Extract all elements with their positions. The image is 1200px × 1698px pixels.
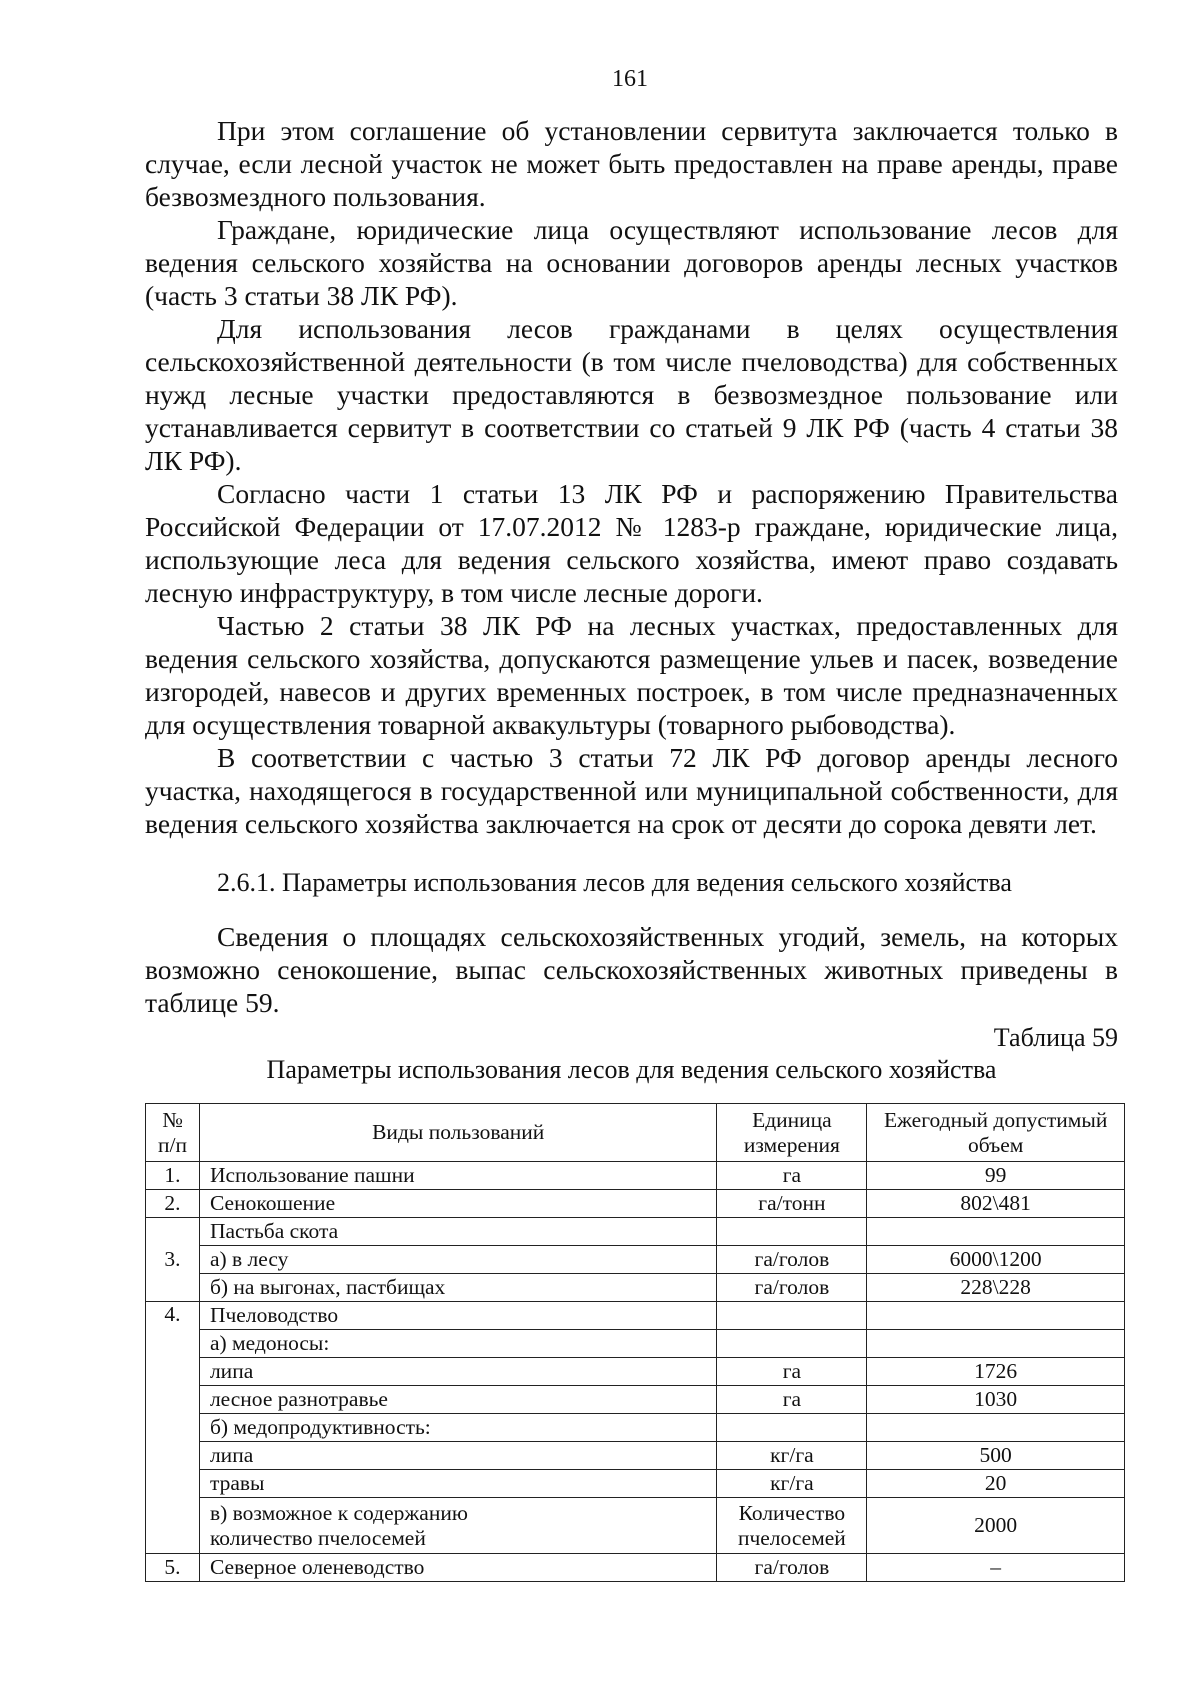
intro-paragraph: Сведения о площадях сельскохозяйственных угодий, земель, на которых возможно сенокошение, выпас сельскохозяйственных животных приведены в таблице 59. [145, 921, 1118, 1018]
row-unit: га [717, 1358, 867, 1386]
row-volume: 2000 [867, 1498, 1125, 1554]
row-volume: 99 [867, 1162, 1125, 1190]
row-num: 3. [146, 1218, 200, 1302]
table-row [146, 1442, 1125, 1470]
row-name: лесное разнотравье [199, 1386, 716, 1414]
row-num: 1. [146, 1162, 200, 1190]
row-name: Северное оленеводство [199, 1554, 716, 1582]
row-unit: кг/га [717, 1470, 867, 1498]
row-name: липа [199, 1358, 716, 1386]
page-number: 161 [612, 66, 648, 92]
row-volume: 500 [867, 1442, 1125, 1470]
header-unit: Единица измерения [717, 1104, 867, 1162]
table-row [146, 1330, 1125, 1358]
row-volume [867, 1218, 1125, 1246]
row-volume: 1726 [867, 1358, 1125, 1386]
row-num: 2. [146, 1190, 200, 1218]
row-volume [867, 1414, 1125, 1442]
table-header-row [146, 1104, 1125, 1162]
row-name: а) медоносы: [199, 1330, 716, 1358]
row-volume: 1030 [867, 1386, 1125, 1414]
row-unit [717, 1218, 867, 1246]
row-unit: га/голов [717, 1274, 867, 1302]
table-row [146, 1246, 1125, 1274]
row-name: в) возможное к содержанию количество пчелосемей [199, 1498, 716, 1554]
table-row [146, 1302, 1125, 1330]
row-name: Пастьба скота [199, 1218, 716, 1246]
table-title: Параметры использования лесов для ведения сельского хозяйства [266, 1055, 997, 1084]
header-type: Виды пользований [199, 1104, 716, 1162]
header-num: № п/п [146, 1104, 200, 1162]
section-heading: 2.6.1. Параметры использования лесов для ведения сельского хозяйства [217, 868, 1012, 897]
row-volume: 6000\1200 [867, 1246, 1125, 1274]
row-num: 5. [146, 1554, 200, 1582]
paragraph: При этом соглашение об установлении сервитута заключается только в случае, если лесной участок не может быть предоставлен на праве аренды, праве безвозмездного пользования. [145, 115, 1118, 212]
row-name: Использование пашни [199, 1162, 716, 1190]
paragraph: Граждане, юридические лица осуществляют использование лесов для ведения сельского хозяйства на основании договоров аренды лесных участков (часть 3 статьи 38 ЛК РФ). [145, 214, 1118, 311]
table-row [146, 1498, 1125, 1554]
table-row [146, 1274, 1125, 1302]
row-unit: га/голов [717, 1246, 867, 1274]
table-label: Таблица 59 [993, 1023, 1118, 1052]
row-unit [717, 1302, 867, 1330]
data-table [145, 1103, 1125, 1582]
row-unit: га/голов [717, 1554, 867, 1582]
row-volume: 20 [867, 1470, 1125, 1498]
row-volume: 802\481 [867, 1190, 1125, 1218]
table-row [146, 1162, 1125, 1190]
table-row [146, 1414, 1125, 1442]
row-unit: га/тонн [717, 1190, 867, 1218]
row-name: Пчеловодство [199, 1302, 716, 1330]
intro-text [145, 920, 1118, 1019]
row-name: а) в лесу [199, 1246, 716, 1274]
row-name: липа [199, 1442, 716, 1470]
table-row [146, 1386, 1125, 1414]
table-row [146, 1470, 1125, 1498]
row-unit: га [717, 1162, 867, 1190]
row-name: Сенокошение [199, 1190, 716, 1218]
row-unit: кг/га [717, 1442, 867, 1470]
row-volume [867, 1302, 1125, 1330]
row-name: б) на выгонах, пастбищах [199, 1274, 716, 1302]
row-name: б) медопродуктивность: [199, 1414, 716, 1442]
body-text [145, 114, 1118, 840]
paragraph: Для использования лесов гражданами в целях осуществления сельскохозяйственной деятельности (в том числе пчеловодства) для собственных нужд лесные участки предоставляются в безвозмездное пользование или устанавливается сервитут в соответствии со статьей 9 ЛК РФ (часть 4 статьи 38 ЛК РФ). [145, 313, 1118, 476]
paragraph: Частью 2 статьи 38 ЛК РФ на лесных участках, предоставленных для ведения сельского хозяйства, допускаются размещение ульев и пасек, возведение изгородей, навесов и других временных построек, в том числе предназначенных для осуществления товарной аквакультуры (товарного рыбоводства). [145, 610, 1118, 740]
row-unit [717, 1330, 867, 1358]
header-volume: Ежегодный допустимый объем [867, 1104, 1125, 1162]
paragraph: В соответствии с частью 3 статьи 72 ЛК РФ договор аренды лесного участка, находящегося в государственной или муниципальной собственности, для ведения сельского хозяйства заключается на срок от десяти до сорока девяти лет. [145, 742, 1118, 839]
row-unit [717, 1414, 867, 1442]
row-unit: га [717, 1386, 867, 1414]
row-volume: 228\228 [867, 1274, 1125, 1302]
table-row [146, 1554, 1125, 1582]
row-volume [867, 1330, 1125, 1358]
table-row [146, 1358, 1125, 1386]
row-num: 4. [146, 1302, 200, 1554]
row-unit: Количество пчелосемей [717, 1498, 867, 1554]
table-row [146, 1218, 1125, 1246]
table-row [146, 1190, 1125, 1218]
paragraph: Согласно части 1 статьи 13 ЛК РФ и распоряжению Правительства Российской Федерации от 17.07.2012 № 1283-р граждане, юридические лица, использующие леса для ведения сельского хозяйства, имеют право создавать лесную инфраструктуру, в том числе лесные дороги. [145, 478, 1118, 608]
row-name: травы [199, 1470, 716, 1498]
row-volume: – [867, 1554, 1125, 1582]
